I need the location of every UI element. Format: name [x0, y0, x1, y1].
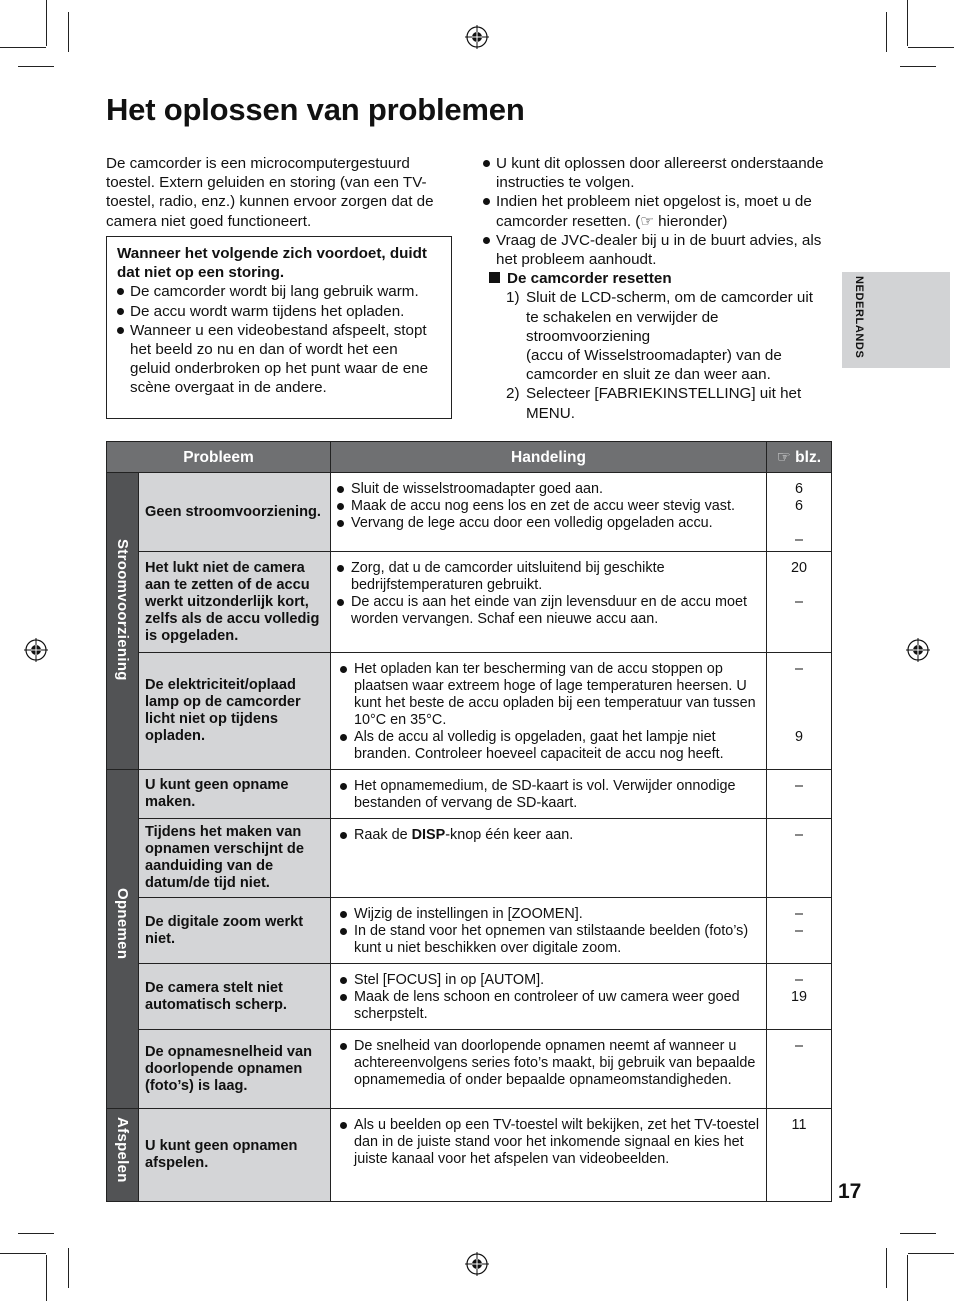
- crop-mark: [908, 1253, 954, 1254]
- list-item: Het opnamemedium, de SD-kaart is vol. Verwijder onnodige bestanden of vervang de SD-kaart.: [340, 778, 760, 812]
- action-cell: [331, 1030, 767, 1109]
- list-item: Vervang de lege accu door een volledig opgeladen accu.: [337, 515, 760, 532]
- table-row: [107, 552, 832, 653]
- column-header-problem: Probleem: [107, 442, 331, 473]
- table-row: [107, 1030, 832, 1109]
- note-box-heading: Wanneer het volgende zich voordoet, duidt dat niet op een storing.: [117, 245, 427, 282]
- page-ref: –: [795, 532, 804, 548]
- page-ref: –: [795, 778, 804, 794]
- page-ref: [767, 515, 831, 532]
- list-item: Het opladen kan ter bescherming van de accu stoppen op plaatsen waar extreem hoge of lage temperaturen heersen. U kunt het beste de accu opladen bij een temperatuur van tussen 10°C en 35°C.: [340, 661, 760, 729]
- step-text: (accu of Wisselstroomadapter) van de camcorder en sluit ze dan weer aan.: [526, 347, 782, 384]
- list-item: Wanneer u een videobestand afspeelt, stopt het beeld zo nu en dan of wordt het een geluid onderbroken op het punt waar de ene scène overgaat in de andere.: [117, 321, 441, 398]
- crop-mark: [18, 66, 54, 67]
- table-row: [107, 1109, 832, 1202]
- troubleshooting-table: [106, 441, 832, 1202]
- list-item: De snelheid van doorlopende opnamen neemt af wanneer u achtereenvolgens series foto’s maakt, bij gebruik van bepaalde opnamemedia of onder bepaalde opnameomstandigheden.: [340, 1038, 760, 1089]
- crop-mark: [68, 12, 69, 52]
- table-row: [107, 473, 832, 552]
- step-item: [506, 384, 829, 422]
- list-item: Vraag de JVC-dealer bij u in de buurt advies, als het probleem aanhoudt.: [483, 231, 829, 269]
- reset-steps: [483, 288, 829, 422]
- problem-cell: Geen stroomvoorziening.: [139, 473, 331, 552]
- disp-button-label: DISP: [411, 827, 446, 843]
- list-item: Sluit de wisselstroomadapter goed aan.: [337, 481, 760, 498]
- page-ref: 20: [791, 560, 808, 576]
- category-label: Stroomvoorziening: [114, 539, 131, 681]
- page-cell: [767, 653, 832, 770]
- column-header-action: Handeling: [331, 442, 767, 473]
- problem-cell: De digitale zoom werkt niet.: [139, 898, 331, 964]
- list-item: De accu wordt warm tijdens het opladen.: [117, 302, 441, 321]
- page-ref: –: [795, 906, 804, 922]
- list-item: [340, 827, 760, 844]
- list-item: In de stand voor het opnemen van stilstaande beelden (foto’s) kunt u niet beschikken over digitale zoom.: [340, 923, 760, 957]
- list-item: Wijzig de instellingen in [ZOOMEN].: [340, 906, 760, 923]
- crop-mark: [900, 1233, 936, 1234]
- page-ref: [767, 577, 831, 594]
- language-tab: [842, 272, 950, 368]
- table-row: [107, 653, 832, 770]
- page-ref: –: [795, 923, 804, 939]
- action-text: -knop één keer aan.: [445, 827, 574, 843]
- list-item: Als de accu al volledig is opgeladen, gaat het lampje niet branden. Controleer hoeveel capaciteit de accu nog heeft.: [340, 729, 760, 763]
- language-tab-label: NEDERLANDS: [853, 276, 865, 359]
- page-ref: [767, 678, 831, 695]
- page-ref: [767, 695, 831, 712]
- column-header-page: ☞ blz.: [767, 442, 832, 473]
- page-ref: –: [795, 827, 804, 843]
- list-item: Stel [FOCUS] in op [AUTOM].: [340, 972, 760, 989]
- problem-cell: De elektriciteit/oplaad lamp op de camcorder licht niet op tijdens opladen.: [139, 653, 331, 770]
- page-ref: 6: [795, 498, 804, 514]
- crop-mark: [900, 66, 936, 67]
- problem-cell: Het lukt niet de camera aan te zetten of de accu werkt uitzonderlijk kort, zelfs als de accu volledig is opgeladen.: [139, 552, 331, 653]
- registration-mark-icon: [465, 25, 489, 49]
- problem-cell: U kunt geen opnamen afspelen.: [139, 1109, 331, 1202]
- table-row: [107, 898, 832, 964]
- registration-mark-icon: [24, 638, 48, 662]
- action-cell: [331, 552, 767, 653]
- list-item: Als u beelden op een TV-toestel wilt bekijken, zet het TV-toestel dan in de juiste stand voor het inkomende signaal en kies het juiste kanaal voor het afspelen van videobeelden.: [340, 1117, 760, 1168]
- page-cell: [767, 770, 832, 819]
- category-power: [107, 473, 139, 770]
- action-cell: [331, 898, 767, 964]
- crop-mark: [907, 1255, 908, 1301]
- registration-mark-icon: [906, 638, 930, 662]
- action-cell: [331, 653, 767, 770]
- crop-mark: [46, 1255, 47, 1301]
- category-playback: [107, 1109, 139, 1202]
- crop-mark: [907, 0, 908, 46]
- step-number: 2): [506, 385, 520, 403]
- action-cell: [331, 964, 767, 1030]
- square-bullet-icon: [489, 272, 500, 283]
- step-item: [506, 288, 829, 384]
- right-column: [483, 154, 829, 423]
- action-cell: [331, 1109, 767, 1202]
- list-item: De camcorder wordt bij lang gebruik warm.: [117, 282, 441, 301]
- list-item: Indien het probleem niet opgelost is, moet u de camcorder resetten. (☞ hieronder): [483, 192, 829, 230]
- page-cell: [767, 964, 832, 1030]
- list-item: U kunt dit oplossen door allereerst onderstaande instructies te volgen.: [483, 154, 829, 192]
- page-number: 17: [838, 1180, 862, 1203]
- instruction-list: [483, 154, 829, 269]
- note-box: [106, 236, 452, 419]
- page-ref: 6: [795, 481, 804, 497]
- page-ref: –: [795, 661, 804, 677]
- page-ref: –: [795, 594, 804, 610]
- page-cell: [767, 1109, 832, 1202]
- table-header-row: [107, 442, 832, 473]
- list-item: Maak de accu nog eens los en zet de accu weer stevig vast.: [337, 498, 760, 515]
- step-text: Selecteer [FABRIEKINSTELLING] uit het MENU.: [526, 385, 802, 422]
- crop-mark: [886, 12, 887, 52]
- registration-mark-icon: [465, 1252, 489, 1276]
- crop-mark: [18, 1233, 54, 1234]
- page-cell: [767, 552, 832, 653]
- page-cell: [767, 819, 832, 898]
- page-ref: 9: [795, 729, 804, 745]
- page-cell: [767, 473, 832, 552]
- page-title: Het oplossen van problemen: [106, 92, 525, 127]
- problem-cell: U kunt geen opname maken.: [139, 770, 331, 819]
- crop-mark: [46, 0, 47, 46]
- problem-cell: De camera stelt niet automatisch scherp.: [139, 964, 331, 1030]
- category-label: Opnemen: [114, 888, 131, 960]
- page-ref: 19: [791, 989, 808, 1005]
- page-cell: [767, 1030, 832, 1109]
- step-text: Sluit de LCD-scherm, om de camcorder uit te schakelen en verwijder de stroomvoorziening: [526, 289, 813, 345]
- crop-mark: [0, 1253, 46, 1254]
- page-ref: –: [795, 1038, 804, 1054]
- action-text: Raak de: [354, 827, 412, 843]
- crop-mark: [68, 1248, 69, 1288]
- page-ref: –: [795, 972, 804, 988]
- reset-heading: [489, 269, 829, 288]
- crop-mark: [886, 1248, 887, 1288]
- action-cell: [331, 770, 767, 819]
- problem-cell: Tijdens het maken van opnamen verschijnt de aanduiding van de datum/de tijd niet.: [139, 819, 331, 898]
- list-item: Maak de lens schoon en controleer of uw camera weer goed scherpstelt.: [340, 989, 760, 1023]
- list-item: De accu is aan het einde van zijn levensduur en de accu moet worden vervangen. Schaf een nieuwe accu aan.: [337, 594, 760, 628]
- table-row: [107, 964, 832, 1030]
- category-label: Afspelen: [114, 1117, 131, 1183]
- problem-cell: De opnamesnelheid van doorlopende opnamen (foto’s) is laag.: [139, 1030, 331, 1109]
- crop-mark: [0, 47, 46, 48]
- page-ref: [767, 712, 831, 729]
- page-ref: 11: [791, 1117, 807, 1133]
- list-item: Zorg, dat u de camcorder uitsluitend bij geschikte bedrijfstemperaturen gebruikt.: [337, 560, 760, 594]
- action-cell: [331, 473, 767, 552]
- category-recording: [107, 770, 139, 1109]
- page-cell: [767, 898, 832, 964]
- step-number: 1): [506, 289, 520, 307]
- reset-heading-label: De camcorder resetten: [507, 270, 672, 288]
- table-row: [107, 770, 832, 819]
- action-cell: [331, 819, 767, 898]
- note-box-list: [117, 282, 441, 397]
- intro-paragraph: De camcorder is een microcomputergestuurd toestel. Extern geluiden en storing (van een TV-toestel, radio, enz.) kunnen ervoor zorgen dat de camera niet goed functioneert.: [106, 155, 434, 230]
- table-row: [107, 819, 832, 898]
- crop-mark: [908, 47, 954, 48]
